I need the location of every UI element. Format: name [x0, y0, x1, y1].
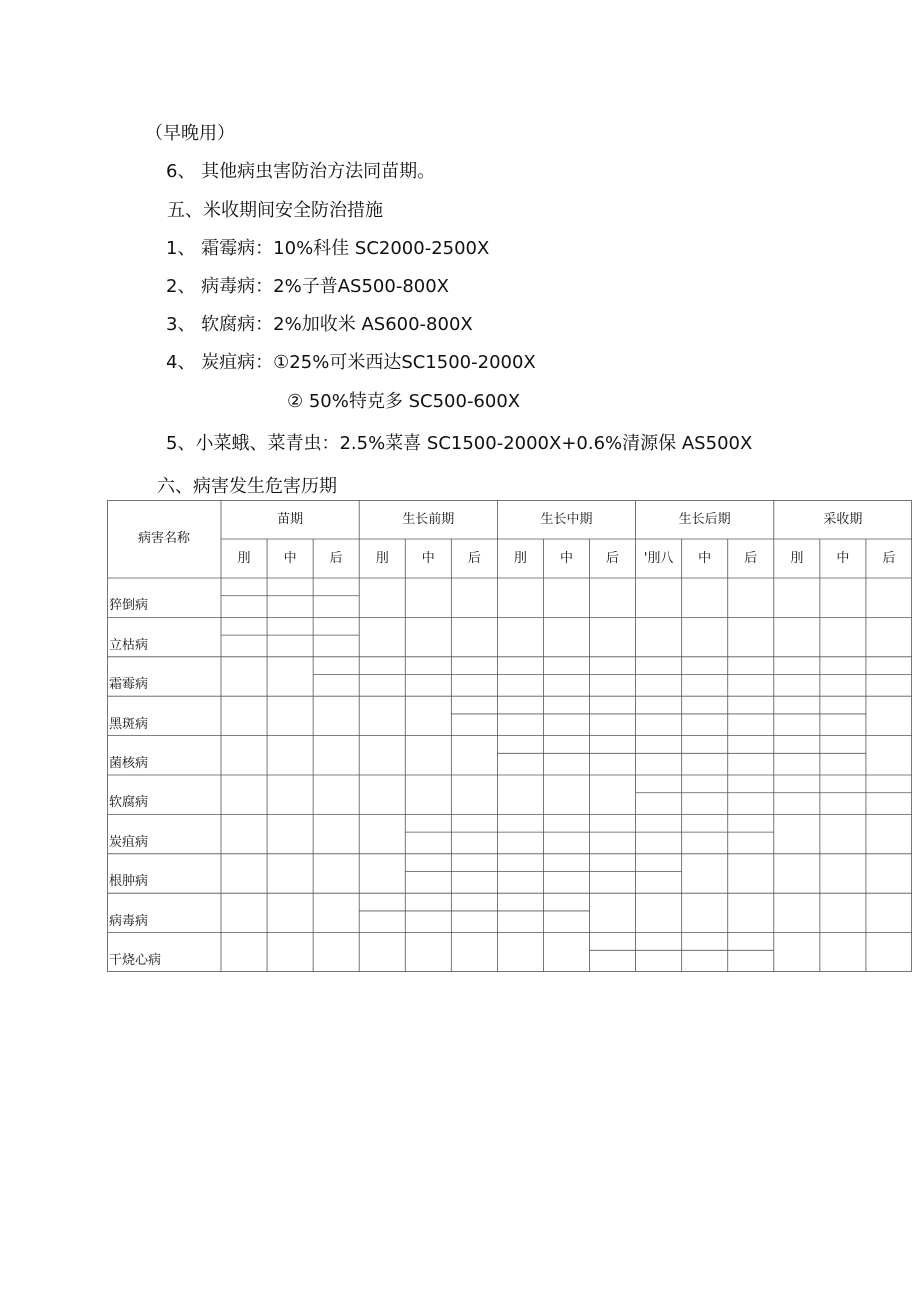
text-line: ② 50%特克多 SC500-600X	[287, 391, 521, 412]
period-header: 生长前期	[402, 511, 455, 527]
text-line: 4、 炭疽病：①25%可米西达SC1500-2000X	[166, 352, 536, 373]
period-header: 采收期	[823, 511, 863, 527]
period-header: 苗期	[277, 511, 304, 527]
sub-header: 中	[836, 550, 850, 566]
text-line: 6、 其他病虫害防治方法同苗期。	[166, 161, 436, 182]
sub-header: 中	[283, 550, 297, 566]
sub-header: 刖	[375, 550, 389, 566]
disease-name: 炭疽病	[109, 834, 149, 850]
text-line: 5、小菜蛾、菜青虫：2.5%菜喜 SC1500-2000X+0.6%清源保 AS500X	[166, 433, 753, 454]
disease-name: 立枯病	[109, 637, 149, 653]
sub-header: 后	[882, 550, 896, 566]
sub-header: 中	[559, 550, 573, 566]
disease-name: 菌核病	[109, 756, 149, 771]
section-heading: 五、米收期间安全防治措施	[167, 200, 383, 221]
section-heading: 六、病害发生危害历期	[157, 476, 337, 497]
sub-header: '刖八	[643, 550, 674, 566]
period-header: 生长中期	[540, 511, 593, 527]
text-line: 3、 软腐病：2%加收米 AS600-800X	[166, 314, 473, 335]
disease-period-table	[107, 500, 912, 972]
period-header: 生长后期	[678, 511, 731, 527]
sub-header: 中	[698, 550, 712, 566]
sub-header: 中	[421, 550, 435, 566]
sub-header: 后	[467, 550, 481, 566]
sub-header: 刖	[237, 550, 251, 566]
sub-header: 后	[744, 550, 758, 566]
disease-name: 干烧心病	[109, 953, 162, 968]
corner-header: 病害名称	[137, 531, 190, 546]
sub-header: 后	[606, 550, 620, 566]
text-line: 1、 霜霉病：10%科佳 SC2000-2500X	[166, 238, 490, 259]
disease-name: 病毒病	[109, 913, 149, 929]
table-grid	[107, 500, 912, 972]
disease-name: 霜霉病	[109, 677, 149, 693]
sub-header: 刖	[790, 550, 804, 566]
disease-name: 根肿病	[109, 874, 149, 890]
text-line: 2、 病毒病：2%子普AS500-800X	[166, 276, 450, 297]
disease-name: 软腐病	[109, 795, 149, 811]
sub-header: 刖	[513, 550, 527, 566]
text-line: （早晚用）	[145, 123, 235, 144]
disease-name: 黑斑病	[109, 716, 149, 732]
sub-header: 后	[329, 550, 343, 566]
disease-name: 猝倒病	[109, 598, 149, 614]
